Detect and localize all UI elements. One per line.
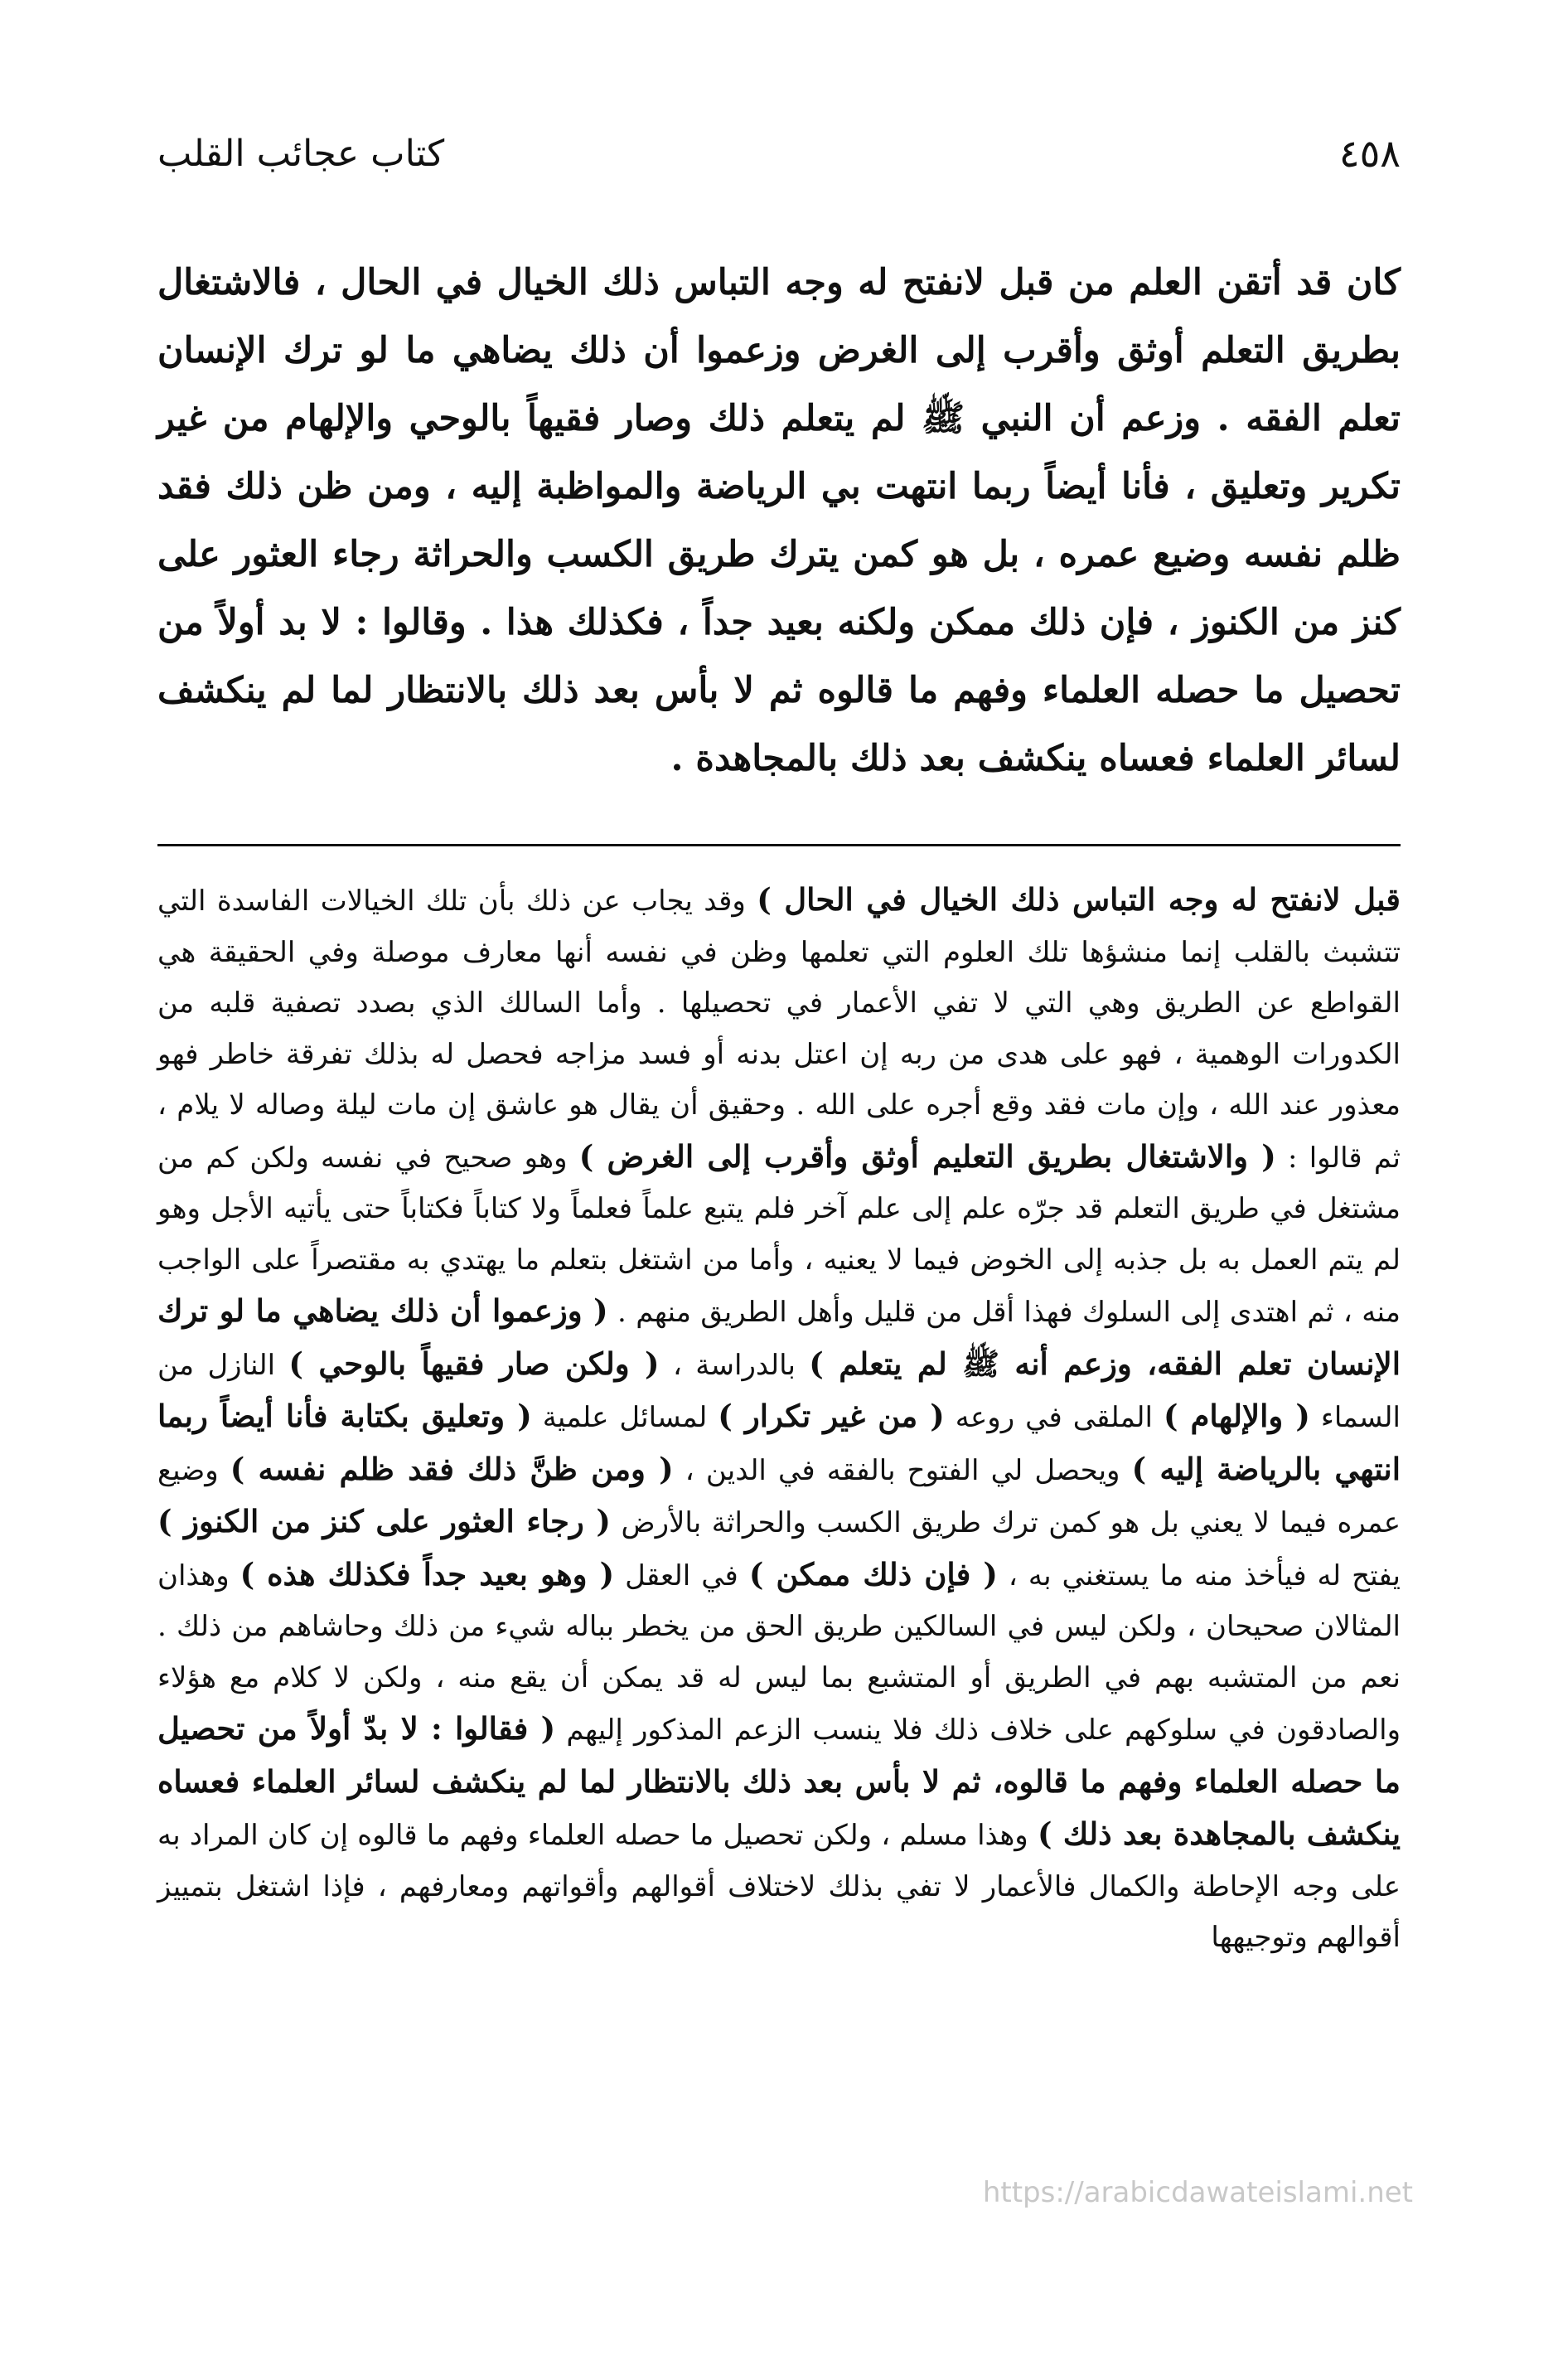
quoted-phrase: ( من غير تكرار ) — [718, 1398, 945, 1434]
running-title: كتاب عجائب القلب — [157, 132, 445, 175]
quoted-phrase: ( رجاء العثور على كنز من الكنوز ) — [157, 1503, 611, 1539]
quoted-phrase: قبل لانفتح له وجه التباس ذلك الخيال في الحال ) — [757, 881, 1401, 918]
quoted-phrase: ( وزعموا أن ذلك يضاهي ما لو ترك الإنسان تعلم الفقه، وزعم أنه ﷺ لم يتعلم ) — [157, 1292, 1401, 1382]
commentary-text: وهذا مسلم ، ولكن تحصيل ما حصله العلماء وفهم ما قالوه إن كان المراد به على وجه الإحاطة والكمال فالأعمار لا تفي بذلك لاختلاف أقوالهم وأقواتهم ومعارفهم ، فإذا اشتغل بتمييز أقوالهم وتوجيهها — [157, 1819, 1401, 1954]
commentary-paragraph — [157, 875, 1401, 1964]
watermark-url: https://arabicdawateislami.net — [982, 2176, 1413, 2209]
quoted-phrase: ( والإلهام ) — [1163, 1398, 1310, 1434]
commentary-text: وهو صحيح في نفسه ولكن كم من مشتغل في طريق التعلم قد جرّه علم إلى علم آخر فلم يتبع علماً فعلماً ولا كتاباً فكتاباً حتى يأتيه الأجل وهو لم يتم العمل به بل جذبه إلى الخوض فيما لا يعنيه ، وأما من اشتغل بتعلم ما يهتدي به مقتصراً على الواجب منه ، ثم اهتدى إلى السلوك فهذا أقل من قليل وأهل الطريق منهم . — [157, 1141, 1401, 1329]
commentary-text: وهذان المثالان صحيحان ، ولكن ليس في السالكين طريق الحق من يخطر بباله شيء من ذلك وحاشاهم من ذلك . نعم من المتشبه بهم في الطريق أو المتشبع بما ليس له قد يمكن أن يقع منه ، ولكن لا كلام مع هؤلاء والصادقون في سلوكهم على خلاف ذلك فلا ينسب الزعم المذكور إليهم — [157, 1558, 1401, 1747]
main-text — [157, 249, 1401, 793]
commentary-text: في العقل — [614, 1558, 749, 1592]
quoted-phrase: ( ومن ظنَّ ذلك فقد ظلم نفسه ) — [230, 1450, 674, 1487]
commentary-text: بالدراسة ، — [659, 1348, 810, 1382]
commentary-text: ويحصل لي الفتوح بالفقه في الدين ، — [673, 1453, 1132, 1487]
running-head — [157, 124, 1401, 182]
commentary-text: وضيع عمره فيما لا يعني بل هو كمن ترك طريق الكسب والحراثة بالأرض — [157, 1453, 1401, 1539]
main-paragraph: كان قد أتقن العلم من قبل لانفتح له وجه التباس ذلك الخيال في الحال ، فالاشتغال بطريق التعلم أوثق وأقرب إلى الغرض وزعموا أن ذلك يضاهي ما لو ترك الإنسان تعلم الفقه . وزعم أن النبي ﷺ لم يتعلم ذلك وصار فقيهاً بالوحي والإلهام من غير تكرير وتعليق ، فأنا أيضاً ربما انتهت بي الرياضة والمواظبة إليه ، ومن ظن ذلك فقد ظلم نفسه وضيع عمره ، بل هو كمن يترك طريق الكسب والحراثة رجاء العثور على كنز من الكنوز ، فإن ذلك ممكن ولكنه بعيد جداً ، فكذلك هذا . وقالوا : لا بد أولاً من تحصيل ما حصله العلماء وفهم ما قالوه ثم لا بأس بعد ذلك بالانتظار لما لم ينكشف لسائر العلماء فعساه ينكشف بعد ذلك بالمجاهدة . — [157, 262, 1401, 779]
footnote-divider — [157, 844, 1401, 846]
commentary-text: وقد يجاب عن ذلك بأن تلك الخيالات الفاسدة التي تتشبث بالقلب إنما منشؤها تلك العلوم التي تعلمها وظن في نفسه أنها معارف موصلة وفي الحقيقة هي القواطع عن الطريق وهي التي لا تفي الأعمار في تحصيلها . وأما السالك الذي بصدد تصفية قلبه من الكدورات الوهمية ، فهو على هدى من ربه إن اعتل بدنه أو فسد مزاجه فحصل له بذلك تفرقة خاطر فهو معذور عند الله ، وإن مات فقد وقع أجره على الله . وحقيق أن يقال هو عاشق إن مات ليلة وصاله لا يلام ، ثم قالوا : — [157, 885, 1401, 1175]
quoted-phrase: ( وتعليق بكتابة فأنا أيضاً ربما انتهي بالرياضة إليه ) — [157, 1398, 1401, 1487]
quoted-phrase: ( وهو بعيد جداً فكذلك هذه ) — [240, 1555, 615, 1592]
quoted-phrase: ( فقالوا : لا بدّ أولاً من تحصيل ما حصله العلماء وفهم ما قالوه، ثم لا بأس بعد ذلك بالانتظار لما لم ينكشف لسائر العلماء فعساه ينكشف بالمجاهدة بعد ذلك ) — [157, 1710, 1401, 1852]
quoted-phrase: ( والاشتغال بطريق التعليم أوثق وأقرب إلى الغرض ) — [578, 1137, 1276, 1175]
commentary-text: لمسائل علمية — [531, 1401, 719, 1434]
commentary-text: النازل من السماء — [157, 1348, 1401, 1434]
commentary-text: يفتح له فيأخذ منه ما يستغني به ، — [997, 1558, 1401, 1592]
commentary — [157, 875, 1401, 1964]
quoted-phrase: ( ولكن صار فقيهاً بالوحي ) — [288, 1345, 660, 1382]
commentary-text: الملقى في روعه — [944, 1401, 1164, 1434]
quoted-phrase: ( فإن ذلك ممكن ) — [748, 1555, 998, 1592]
page-number: ٤٥٨ — [1338, 131, 1401, 176]
